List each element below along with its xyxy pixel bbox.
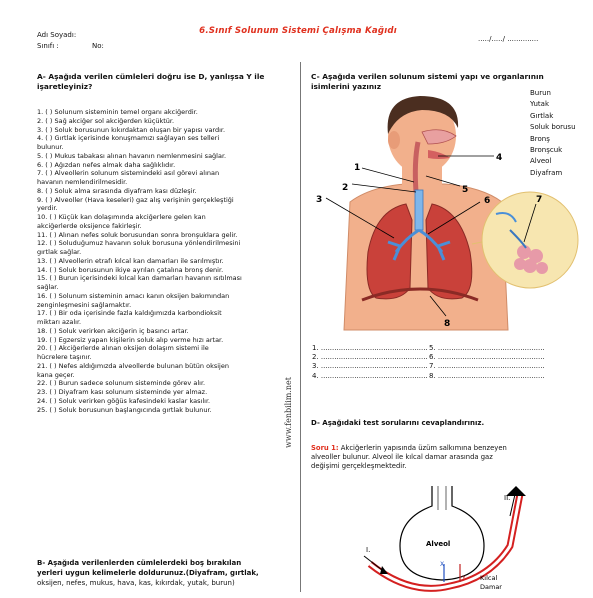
question-line: 4. ( ) Gırtlak içerisinde konuşmamızı sağlayan ses telleri [37, 134, 220, 143]
respiratory-system-illustration [310, 92, 582, 340]
label-number-4: 4 [496, 153, 503, 163]
question-line: 3. ( ) Soluk borusunun kıkırdaktan oluşan bir yapısı vardır. [37, 125, 226, 134]
page-title: 6.Sınıf Solunum Sistemi Çalışma Kağıdı [199, 26, 397, 36]
label-number-8: 8 [444, 319, 451, 329]
label-x: X [440, 561, 445, 568]
section-d-title: D- Aşağıdaki test sorularını cevaplandırınız. [311, 419, 485, 427]
question-line: 5. ( ) Mukus tabakası alınan havanın nemlenmesini sağlar. [37, 151, 227, 160]
question-line: kana geçer. [37, 370, 75, 379]
name-label: Adı Soyadı: [37, 31, 77, 39]
question-line: bulunur. [37, 143, 64, 151]
word-bank-item: Alveol [530, 157, 552, 166]
alveol-label: Alveol [426, 540, 451, 548]
word-bank-item: Bronşcuk [530, 146, 563, 155]
question-line: 19. ( ) Egzersiz yapan kişilerin soluk alıp verme hızı artar. [37, 335, 224, 344]
section-b-line1: B- Aşağıda verilenlerden cümlelerdeki boş bırakılan [37, 559, 242, 567]
question-1-text-1: Akciğerlerin yapısında üzüm salkımına benzeyen [338, 444, 507, 452]
question-line: 8. ( ) Soluk alma sırasında diyafram kası düzleşir. [37, 186, 197, 195]
question-line: 2. ( ) Sağ akciğer sol akciğerden küçüktür. [37, 116, 175, 125]
answer-blank-6[interactable]: 6. ................................................ [429, 353, 545, 362]
answer-blanks-left [312, 344, 428, 381]
label-number-6: 6 [484, 196, 491, 206]
label-i: I. [366, 546, 371, 554]
question-line: hücrelere taşınır. [37, 353, 92, 361]
answer-blank-3[interactable]: 3. ................................................ [312, 362, 428, 371]
word-bank-item: Bronş [530, 134, 550, 143]
word-bank-item: Soluk borusu [530, 123, 576, 132]
question-line: 25. ( ) Soluk borusunun başlangıcında gırtlak bulunur. [37, 405, 212, 414]
question-line: 10. ( ) Küçük kan dolaşımında akciğerlere gelen kan [37, 213, 206, 221]
answer-blank-2[interactable]: 2. ................................................ [312, 353, 428, 362]
column-divider [300, 62, 301, 592]
class-label: Sınıfı : [37, 42, 59, 50]
question-line: zenginleşmesini sağlamaktır. [37, 300, 132, 309]
question-line: 24. ( ) Soluk verirken göğüs kafesindeki kaslar kasılır. [37, 396, 211, 405]
number-label: No: [92, 42, 104, 50]
section-a-title-line1: A- Aşağıda verilen cümleleri doğru ise D, yanlışsa Y ile [37, 72, 265, 81]
answer-blank-4[interactable]: 4. ................................................ [312, 371, 428, 380]
question-line: 7. ( ) Alveollerin solunum sistemindeki asıl görevi alınan [37, 169, 220, 178]
alveol-diagram [360, 486, 540, 596]
kilcal-label-1: Kılcal [480, 574, 498, 582]
answer-blank-5[interactable]: 5. ................................................ [429, 344, 545, 352]
word-bank-item: Diyafram [530, 168, 563, 177]
question-1 [311, 444, 581, 471]
section-b-text [37, 558, 299, 588]
answer-blank-1[interactable]: 1. ................................................ [312, 344, 428, 352]
label-number-5: 5 [462, 185, 469, 195]
word-bank-item: Yutak [530, 100, 549, 109]
question-line: 13. ( ) Alveollerin etrafı kılcal kan damarları ile sarılmıştır. [37, 256, 224, 265]
label-y: Y [462, 575, 466, 582]
question-1-line2: alveoller bulunur. Alveol ile kılcal damar arasında gaz [311, 453, 493, 461]
question-line: sağlar. [37, 283, 59, 291]
word-bank-item: Burun [530, 89, 551, 97]
question-line: 12. ( ) Soluduğumuz havanın soluk borusuna yönlendirilmesini [37, 239, 241, 248]
question-line: 22. ( ) Burun sadece solunum sisteminde görev alır. [37, 379, 206, 388]
question-line: gırtlak sağlar. [37, 248, 82, 256]
question-line: akciğerlerde oksijence fakirleşir. [37, 221, 142, 230]
date-field: ...../...../ .............. [478, 35, 539, 43]
question-line: havanın nemlendirilmesidir. [37, 178, 128, 186]
kilcal-label-2: Damar [480, 583, 502, 591]
question-line: 21. ( ) Nefes aldığımızda alveollerde bulunan bütün oksijen [37, 361, 229, 370]
question-line: 11. ( ) Alınan nefes soluk borusundan sonra bronşuklara gelir. [37, 230, 238, 239]
question-line: miktarı azalır. [37, 318, 82, 326]
question-1-line1 [311, 444, 581, 453]
question-line: yerdir. [37, 204, 58, 213]
watermark: www.fenbilim.net [284, 376, 293, 448]
section-b-line2: yerleri uygun kelimelerle doldurunuz.(Diyafram, gırtlak, [37, 569, 259, 577]
question-line: 1. ( ) Solunum sisteminin temel organı akciğerdir. [37, 108, 198, 116]
section-a-title-line2: işaretleyiniz? [37, 82, 93, 91]
word-bank-item: Gırtlak [530, 111, 554, 120]
question-line: 20. ( ) Akciğerlerde alınan oksijen dolaşım sistemi ile [37, 344, 209, 353]
question-line: 14. ( ) Soluk borusunun ikiye ayrılan çatalına bronş denir. [37, 265, 224, 274]
section-c-title-line2: isimlerini yazınız [311, 82, 381, 91]
section-c-title-line1: C- Aşağıda verilen solunum sistemi yapı ve organlarının [311, 72, 544, 81]
label-number-1: 1 [354, 163, 361, 173]
question-line: 15. ( ) Burun içerisindeki kılcal kan damarları havanın ısıtılması [37, 274, 242, 283]
question-line: 23. ( ) Diyafram kası solunum sisteminde yer almaz. [37, 388, 208, 396]
label-number-2: 2 [342, 183, 349, 193]
label-ii: II. [504, 494, 511, 502]
question-line: 18. ( ) Soluk verirken akciğerin iç basıncı artar. [37, 326, 189, 335]
question-line: 6. ( ) Ağızdan nefes almak daha sağlıklıdır. [37, 160, 176, 169]
section-a-title [37, 72, 297, 92]
section-b-line3: oksijen, nefes, mukus, hava, kas, kıkırdak, yutak, burun) [37, 579, 235, 587]
answer-blank-7[interactable]: 7. ................................................ [429, 362, 545, 371]
true-false-list [37, 108, 295, 414]
question-line: 9. ( ) Alveoller (Hava keseleri) gaz alış verişinin gerçekleştiği [37, 195, 234, 204]
label-number-3: 3 [316, 195, 323, 205]
question-line: 17. ( ) Bir oda içerisinde fazla kaldığımızda karbondioksit [37, 309, 222, 318]
answer-blanks-right [429, 344, 545, 381]
answer-blank-8[interactable]: 8. ................................................ [429, 371, 545, 380]
label-number-7: 7 [536, 195, 543, 205]
question-1-label: Soru 1: [311, 444, 339, 452]
question-line: 16. ( ) Solunum sisteminin amacı kanın oksijen bakımından [37, 291, 230, 300]
question-1-line3: değişimi gerçekleşmektedir. [311, 462, 407, 470]
